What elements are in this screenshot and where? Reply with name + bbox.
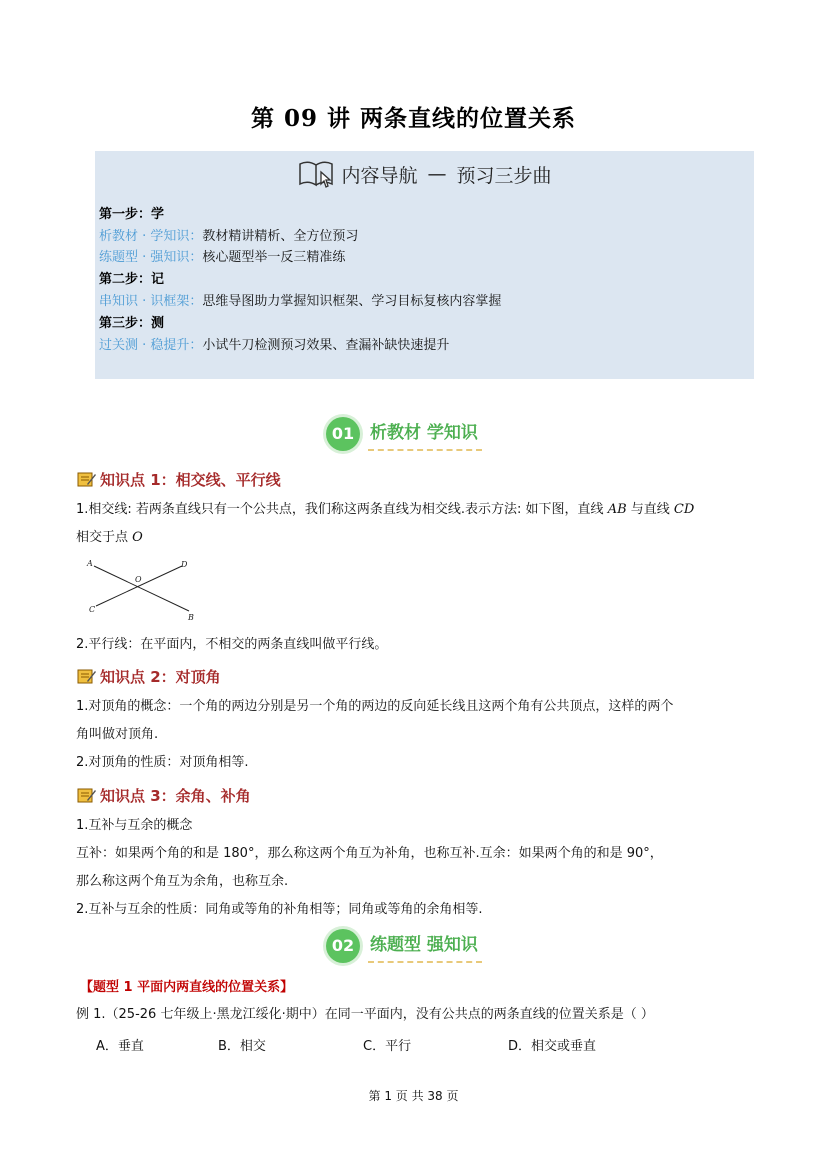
page-footer: 第 1 页 共 38 页 <box>368 1089 459 1103</box>
figure-label-b: B <box>188 613 194 622</box>
intersecting-lines-figure <box>84 556 204 624</box>
choice-a: A．垂直 <box>96 1039 144 1054</box>
nav-heading: 内容导航 — 预习三步曲 <box>95 157 754 191</box>
choice-b: B．相交 <box>218 1039 266 1054</box>
example-1-question: 例 1.（25-26 七年级上·黑龙江绥化·期中）在同一平面内，没有公共点的两条直线的位置关系是（ ） <box>76 1007 654 1022</box>
nav-step-3: 第三步：测 <box>99 316 165 331</box>
kp2-paragraph-2: 2.对顶角的性质：对顶角相等. <box>76 755 249 770</box>
figure-label-a: A <box>87 559 93 568</box>
knowledge-point-2-heading: 知识点 2：对顶角 <box>77 666 221 687</box>
choice-d: D．相交或垂直 <box>508 1039 597 1054</box>
section-01-badge <box>326 416 482 451</box>
figure-label-c: C <box>89 605 96 614</box>
nav-item-practice: 练题型 · 强知识：核心题型举一反三精准练 <box>99 250 346 265</box>
question-type-1-heading: 【题型 1 平面内两直线的位置关系】 <box>80 980 294 995</box>
kp3-paragraph-1: 1.互补与互余的概念 <box>76 818 193 833</box>
section-number: 02 <box>326 929 360 963</box>
nav-item-learn: 析教材 · 学知识：教材精讲精析、全方位预习 <box>99 229 359 244</box>
kp2-paragraph-1: 1.对顶角的概念：一个角的两边分别是另一个角的两边的反向延长线且这两个角有公共顶点，这样的两个 <box>76 699 674 714</box>
section-number: 01 <box>326 417 360 451</box>
figure-label-d: D <box>181 560 188 569</box>
kp1-paragraph-1-cont: 相交于点 O <box>76 530 143 545</box>
content-navigation-box <box>95 151 754 379</box>
knowledge-point-1-heading: 知识点 1：相交线、平行线 <box>77 469 281 490</box>
nav-heading-a: 内容导航 <box>341 164 418 187</box>
notebook-pencil-icon <box>77 471 97 488</box>
kp1-paragraph-2: 2.平行线：在平面内，不相交的两条直线叫做平行线。 <box>76 637 388 652</box>
section-title: 析教材 学知识 <box>368 416 482 451</box>
knowledge-point-3-heading: 知识点 3：余角、补角 <box>77 785 251 806</box>
kp3-paragraph-2: 互补：如果两个角的和是 180°，那么称这两个角互为补角，也称互补.互余：如果两个角的和是 90°， <box>76 846 663 861</box>
kp1-paragraph-1: 1.相交线: 若两条直线只有一个公共点，我们称这两条直线为相交线.表示方法: 如下图，直线 AB 与直线 CD <box>76 502 695 517</box>
page-title: 第 09 讲 两条直线的位置关系 <box>250 105 577 132</box>
nav-item-test: 过关测 · 稳提升：小试牛刀检测预习效果、查漏补缺快速提升 <box>99 338 450 353</box>
notebook-pencil-icon <box>77 787 97 804</box>
nav-heading-b: 预习三步曲 <box>456 164 552 187</box>
kp3-paragraph-3: 2.互补与互余的性质：同角或等角的补角相等；同角或等角的余角相等. <box>76 902 483 917</box>
kp2-paragraph-1-cont: 角叫做对顶角. <box>76 727 159 742</box>
book-pointer-icon <box>297 158 337 190</box>
kp3-paragraph-2-cont: 那么称这两个角互为余角，也称互余. <box>76 874 289 889</box>
section-02-badge <box>326 928 482 963</box>
choice-c: C．平行 <box>363 1039 412 1054</box>
nav-item-framework: 串知识 · 识框架：思维导图助力掌握知识框架、学习目标复核内容掌握 <box>99 294 502 309</box>
section-title: 练题型 强知识 <box>368 928 482 963</box>
notebook-pencil-icon <box>77 668 97 685</box>
figure-label-o: O <box>135 575 142 584</box>
nav-step-1: 第一步：学 <box>99 207 165 222</box>
nav-step-2: 第二步：记 <box>99 272 165 287</box>
